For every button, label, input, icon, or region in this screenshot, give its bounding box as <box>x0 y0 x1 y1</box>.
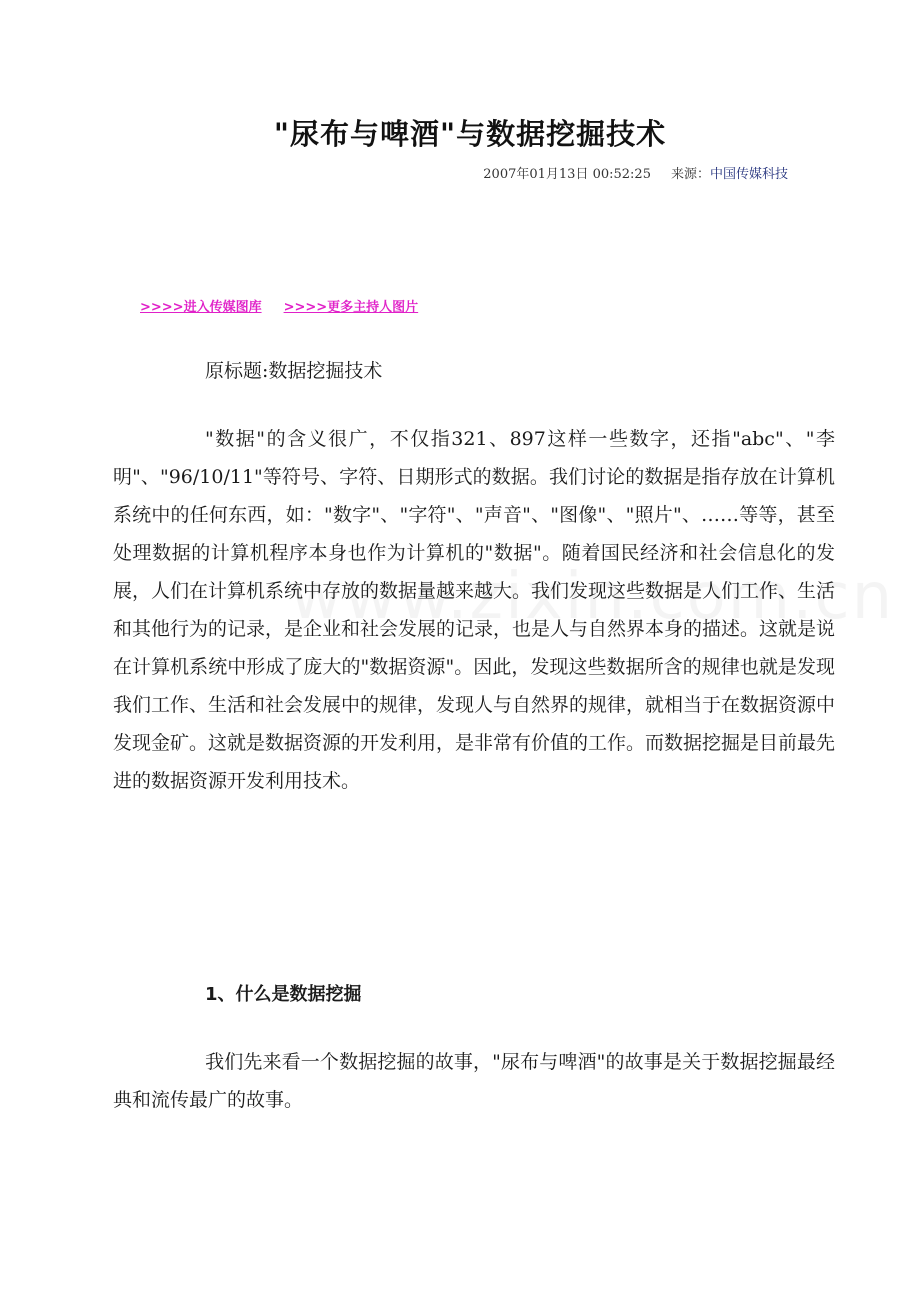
original-title-paragraph <box>113 352 835 390</box>
intro-paragraph <box>113 420 835 800</box>
intro-paragraph-text: "数据"的含义很广，不仅指321、897这样一些数字，还指"abc"、"李明"、"96/10/11"等符号、字符、日期形式的数据。我们讨论的数据是指存放在计算机系统中的任何东西，如："数字"、"字符"、"声音"、"图像"、"照片"、……等等，甚至处理数据的计算机程序本身也作为计算机的"数据"。随着国民经济和社会信息化的发展，人们在计算机系统中存放的数据量越来越大。我们发现这些数据是人们工作、生活和其他行为的记录，是企业和社会发展的记录，也是人与自然界本身的描述。这就是说在计算机系统中形成了庞大的"数据资源"。因此，发现这些数据所含的规律也就是发现我们工作、生活和社会发展中的规律，发现人与自然界的规律，就相当于在数据资源中发现金矿。这就是数据资源的开发利用，是非常有价值的工作。而数据挖掘是目前最先进的数据资源开发利用技术。 <box>113 428 836 792</box>
story-paragraph-text: 我们先来看一个数据挖掘的故事，"尿布与啤酒"的故事是关于数据挖掘最经典和流传最广的故事。 <box>113 1051 835 1111</box>
section-heading-text: 1、什么是数据挖掘 <box>205 984 362 1005</box>
article-title: "尿布与啤酒"与数据挖掘技术 <box>273 117 667 151</box>
source-value: 中国传媒科技 <box>709 167 788 182</box>
source-label: 来源： <box>670 167 710 182</box>
story-paragraph <box>113 1043 835 1119</box>
more-hosts-link[interactable]: >>>>更多主持人图片 <box>283 300 419 315</box>
gallery-link[interactable]: >>>>进入传媒图库 <box>140 300 262 315</box>
publish-date: 2007年01月13日 00:52:25 <box>483 167 651 182</box>
article-meta <box>483 163 788 182</box>
section-heading <box>113 976 835 1014</box>
related-links <box>140 296 418 315</box>
original-title-text: 原标题:数据挖掘技术 <box>205 360 383 382</box>
